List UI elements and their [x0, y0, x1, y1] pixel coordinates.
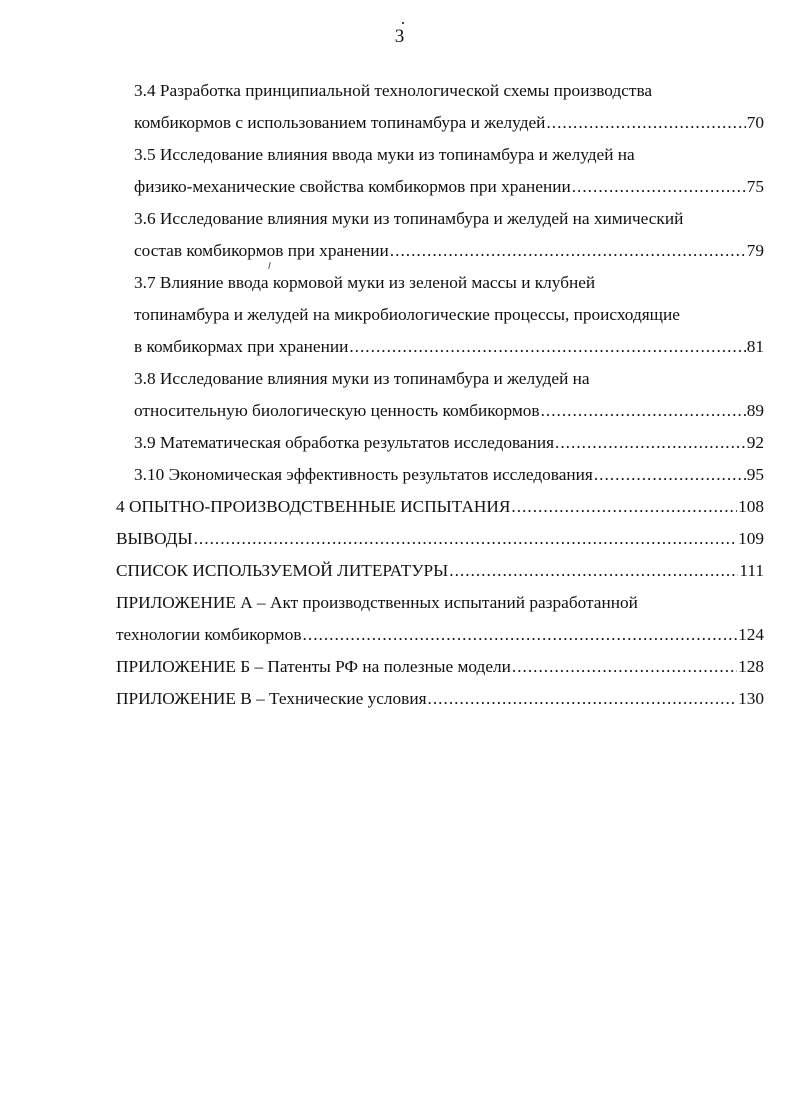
toc-entry-vyvody: ВЫВОДЫ ..... 109 [116, 526, 764, 552]
leader-dots [546, 110, 745, 136]
toc-entry-pril-a-line-2: технологии комбикормов ..... 124 [116, 622, 764, 648]
toc-entry-3-7-line-2: топинамбура и желудей на микробиологические процессы, происходящие [134, 305, 680, 324]
toc-page-number: 70 [746, 113, 764, 132]
toc-entry-3-8-line-2: относительную биологическую ценность комбикормов ..... 89 [134, 398, 764, 424]
leader-dots [349, 334, 745, 360]
leader-dots [428, 686, 738, 712]
toc-page-number: 130 [738, 689, 764, 708]
toc-page-number: 128 [738, 657, 764, 676]
toc-page-number: 92 [746, 433, 764, 452]
leader-dots [555, 430, 746, 456]
toc-entry-3-4-line-1: 3.4 Разработка принципиальной технологической схемы производства [134, 81, 653, 100]
page-number: 3 [394, 26, 405, 47]
toc-page-number: 108 [738, 497, 764, 516]
leader-dots [303, 622, 738, 648]
toc-entry-3-7-line-3: в комбикормах при хранении ..... 81 [134, 334, 764, 360]
toc-entry-3-9: 3.9 Математическая обработка результатов исследования ..... 92 [134, 430, 764, 456]
toc-entry-3-5-line-2: физико-механические свойства комбикормов при хранении ..... 75 [134, 174, 764, 200]
leader-dots [594, 462, 746, 488]
leader-dots [511, 494, 737, 520]
leader-dots [512, 654, 737, 680]
leader-dots [541, 398, 746, 424]
toc-page-number: 75 [746, 177, 764, 196]
leader-dots [194, 526, 737, 552]
toc-page-number: 95 [746, 465, 764, 484]
toc-page-number: 111 [739, 561, 764, 580]
toc-entry-3-10: 3.10 Экономическая эффективность результатов исследования ..... 95 [134, 462, 764, 488]
leader-dots [449, 558, 738, 584]
toc-entry-4: 4 ОПЫТНО-ПРОИЗВОДСТВЕННЫЕ ИСПЫТАНИЯ ..... 108 [116, 494, 764, 520]
toc-entry-pril-v: ПРИЛОЖЕНИЕ В – Технические условия ..... 130 [116, 686, 764, 712]
toc-entry-3-8-line-1: 3.8 Исследование влияния муки из топинамбура и желудей на [134, 369, 590, 388]
toc-entry-pril-b: ПРИЛОЖЕНИЕ Б – Патенты РФ на полезные модели ..... 128 [116, 654, 764, 680]
toc-page-number: 79 [746, 241, 764, 260]
toc-entry-3-4-line-2: комбикормов с использованием топинамбура и желудей ..... 70 [134, 110, 764, 136]
toc-page-number: 89 [746, 401, 764, 420]
toc-entry-3-7-line-1: 3.7 Влияние ввода кормовой муки из зеленой массы и клубней [134, 273, 596, 292]
toc-entry-3-6-line-2: состав комбикормов при хранении ..... 79 [134, 238, 764, 264]
leader-dots [572, 174, 746, 200]
toc-page-number: 81 [746, 337, 764, 356]
toc-entry-3-5-line-1: 3.5 Исследование влияния ввода муки из топинамбура и желудей на [134, 145, 635, 164]
scan-speck [402, 22, 404, 24]
toc-entry-3-6-line-1: 3.6 Исследование влияния муки из топинамбура и желудей на химический [134, 209, 684, 228]
toc-page-number: 109 [738, 529, 764, 548]
toc-entry-spisok: СПИСОК ИСПОЛЬЗУЕМОЙ ЛИТЕРАТУРЫ ..... 111 [116, 558, 764, 584]
leader-dots [390, 238, 746, 264]
toc-page-number: 124 [738, 625, 764, 644]
toc-entry-pril-a-line-1: ПРИЛОЖЕНИЕ А – Акт производственных испытаний разработанной [116, 593, 638, 612]
